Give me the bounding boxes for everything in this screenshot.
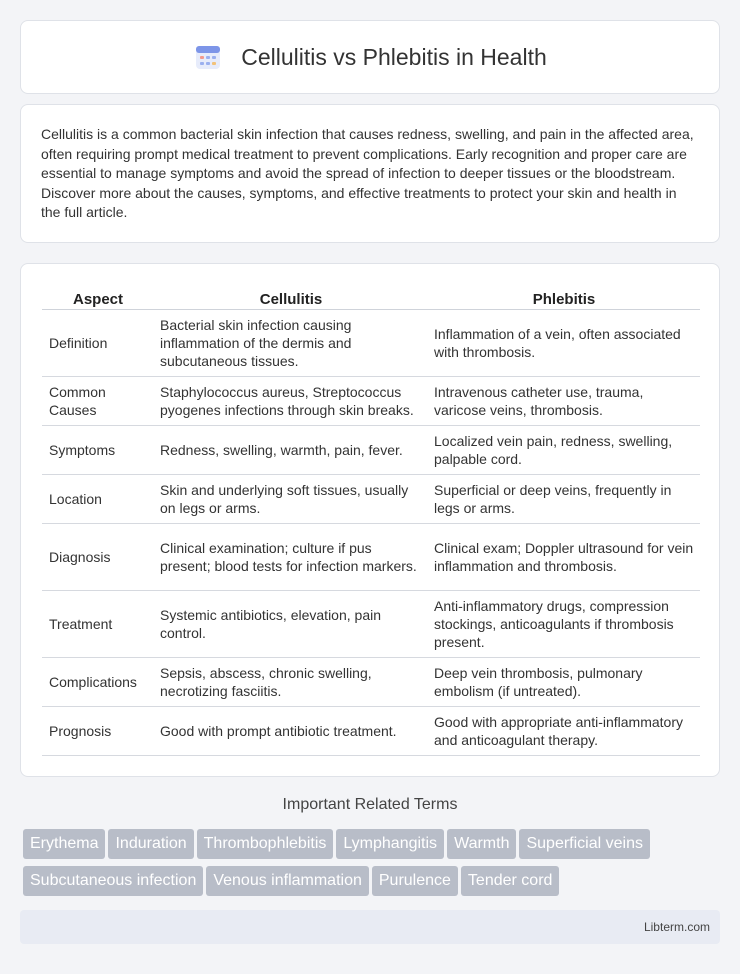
row-cellulitis: Staphylococcus aureus, Streptococcus pyogenes infections through skin breaks. <box>154 377 428 426</box>
term-tag[interactable]: Tender cord <box>461 866 560 896</box>
term-tag[interactable]: Thrombophlebitis <box>197 829 334 859</box>
row-aspect: Complications <box>42 658 154 707</box>
row-aspect: Symptoms <box>42 426 154 475</box>
row-phlebitis: Intravenous catheter use, trauma, varicose veins, thrombosis. <box>428 377 700 426</box>
table-row <box>42 658 700 707</box>
term-tag[interactable]: Subcutaneous infection <box>23 866 203 896</box>
row-aspect: Treatment <box>42 591 154 658</box>
row-phlebitis: Inflammation of a vein, often associated with thrombosis. <box>428 310 700 377</box>
table-row <box>42 707 700 756</box>
row-phlebitis: Superficial or deep veins, frequently in legs or arms. <box>428 475 700 524</box>
calendar-icon <box>193 42 223 72</box>
row-phlebitis: Clinical exam; Doppler ultrasound for vein inflammation and thrombosis. <box>428 524 700 591</box>
term-tag[interactable]: Lymphangitis <box>336 829 444 859</box>
table-row <box>42 591 700 658</box>
table-row <box>42 475 700 524</box>
row-phlebitis: Localized vein pain, redness, swelling, palpable cord. <box>428 426 700 475</box>
page-title: Cellulitis vs Phlebitis in Health <box>241 43 547 70</box>
row-aspect: Location <box>42 475 154 524</box>
term-tag[interactable]: Purulence <box>372 866 458 896</box>
table-row <box>42 310 700 377</box>
row-cellulitis: Clinical examination; culture if pus present; blood tests for infection markers. <box>154 524 428 591</box>
row-cellulitis: Good with prompt antibiotic treatment. <box>154 707 428 756</box>
term-tag[interactable]: Induration <box>108 829 193 859</box>
row-cellulitis: Systemic antibiotics, elevation, pain control. <box>154 591 428 658</box>
term-tag[interactable]: Venous inflammation <box>206 866 369 896</box>
intro-text: Cellulitis is a common bacterial skin infection that causes redness, swelling, and pain in the affected area, often requiring prompt medical treatment to prevent complications. Early recognition and proper care are essential to manage symptoms and avoid the spread of infection to deeper tissues or the bloodstream. Discover more about the causes, symptoms, and effective treatments to protect your skin and health in the full article. <box>41 126 694 221</box>
row-cellulitis: Redness, swelling, warmth, pain, fever. <box>154 426 428 475</box>
row-aspect: Common Causes <box>42 377 154 426</box>
comparison-table <box>42 284 700 756</box>
table-row <box>42 377 700 426</box>
header-phlebitis: Phlebitis <box>428 284 700 310</box>
row-aspect: Diagnosis <box>42 524 154 591</box>
row-aspect: Prognosis <box>42 707 154 756</box>
row-cellulitis: Sepsis, abscess, chronic swelling, necrotizing fasciitis. <box>154 658 428 707</box>
comparison-card <box>20 263 720 777</box>
row-phlebitis: Anti-inflammatory drugs, compression stockings, anticoagulants if thrombosis present. <box>428 591 700 658</box>
footer <box>20 910 720 944</box>
term-tag[interactable]: Warmth <box>447 829 516 859</box>
header-card <box>20 20 720 94</box>
footer-link[interactable]: Libterm.com <box>643 920 710 934</box>
term-tag[interactable]: Erythema <box>23 829 105 859</box>
term-tag[interactable]: Superficial veins <box>519 829 650 859</box>
header-cellulitis: Cellulitis <box>154 284 428 310</box>
table-row <box>42 524 700 591</box>
table-row <box>42 426 700 475</box>
related-terms-title: Important Related Terms <box>282 796 458 813</box>
related-terms-list <box>23 829 723 903</box>
row-phlebitis: Good with appropriate anti-inflammatory and anticoagulant therapy. <box>428 707 700 756</box>
table-header-row <box>42 284 700 310</box>
row-cellulitis: Skin and underlying soft tissues, usually on legs or arms. <box>154 475 428 524</box>
row-aspect: Definition <box>42 310 154 377</box>
header-aspect: Aspect <box>42 284 154 310</box>
row-phlebitis: Deep vein thrombosis, pulmonary embolism (if untreated). <box>428 658 700 707</box>
intro-card <box>20 104 720 243</box>
row-cellulitis: Bacterial skin infection causing inflammation of the dermis and subcutaneous tissues. <box>154 310 428 377</box>
